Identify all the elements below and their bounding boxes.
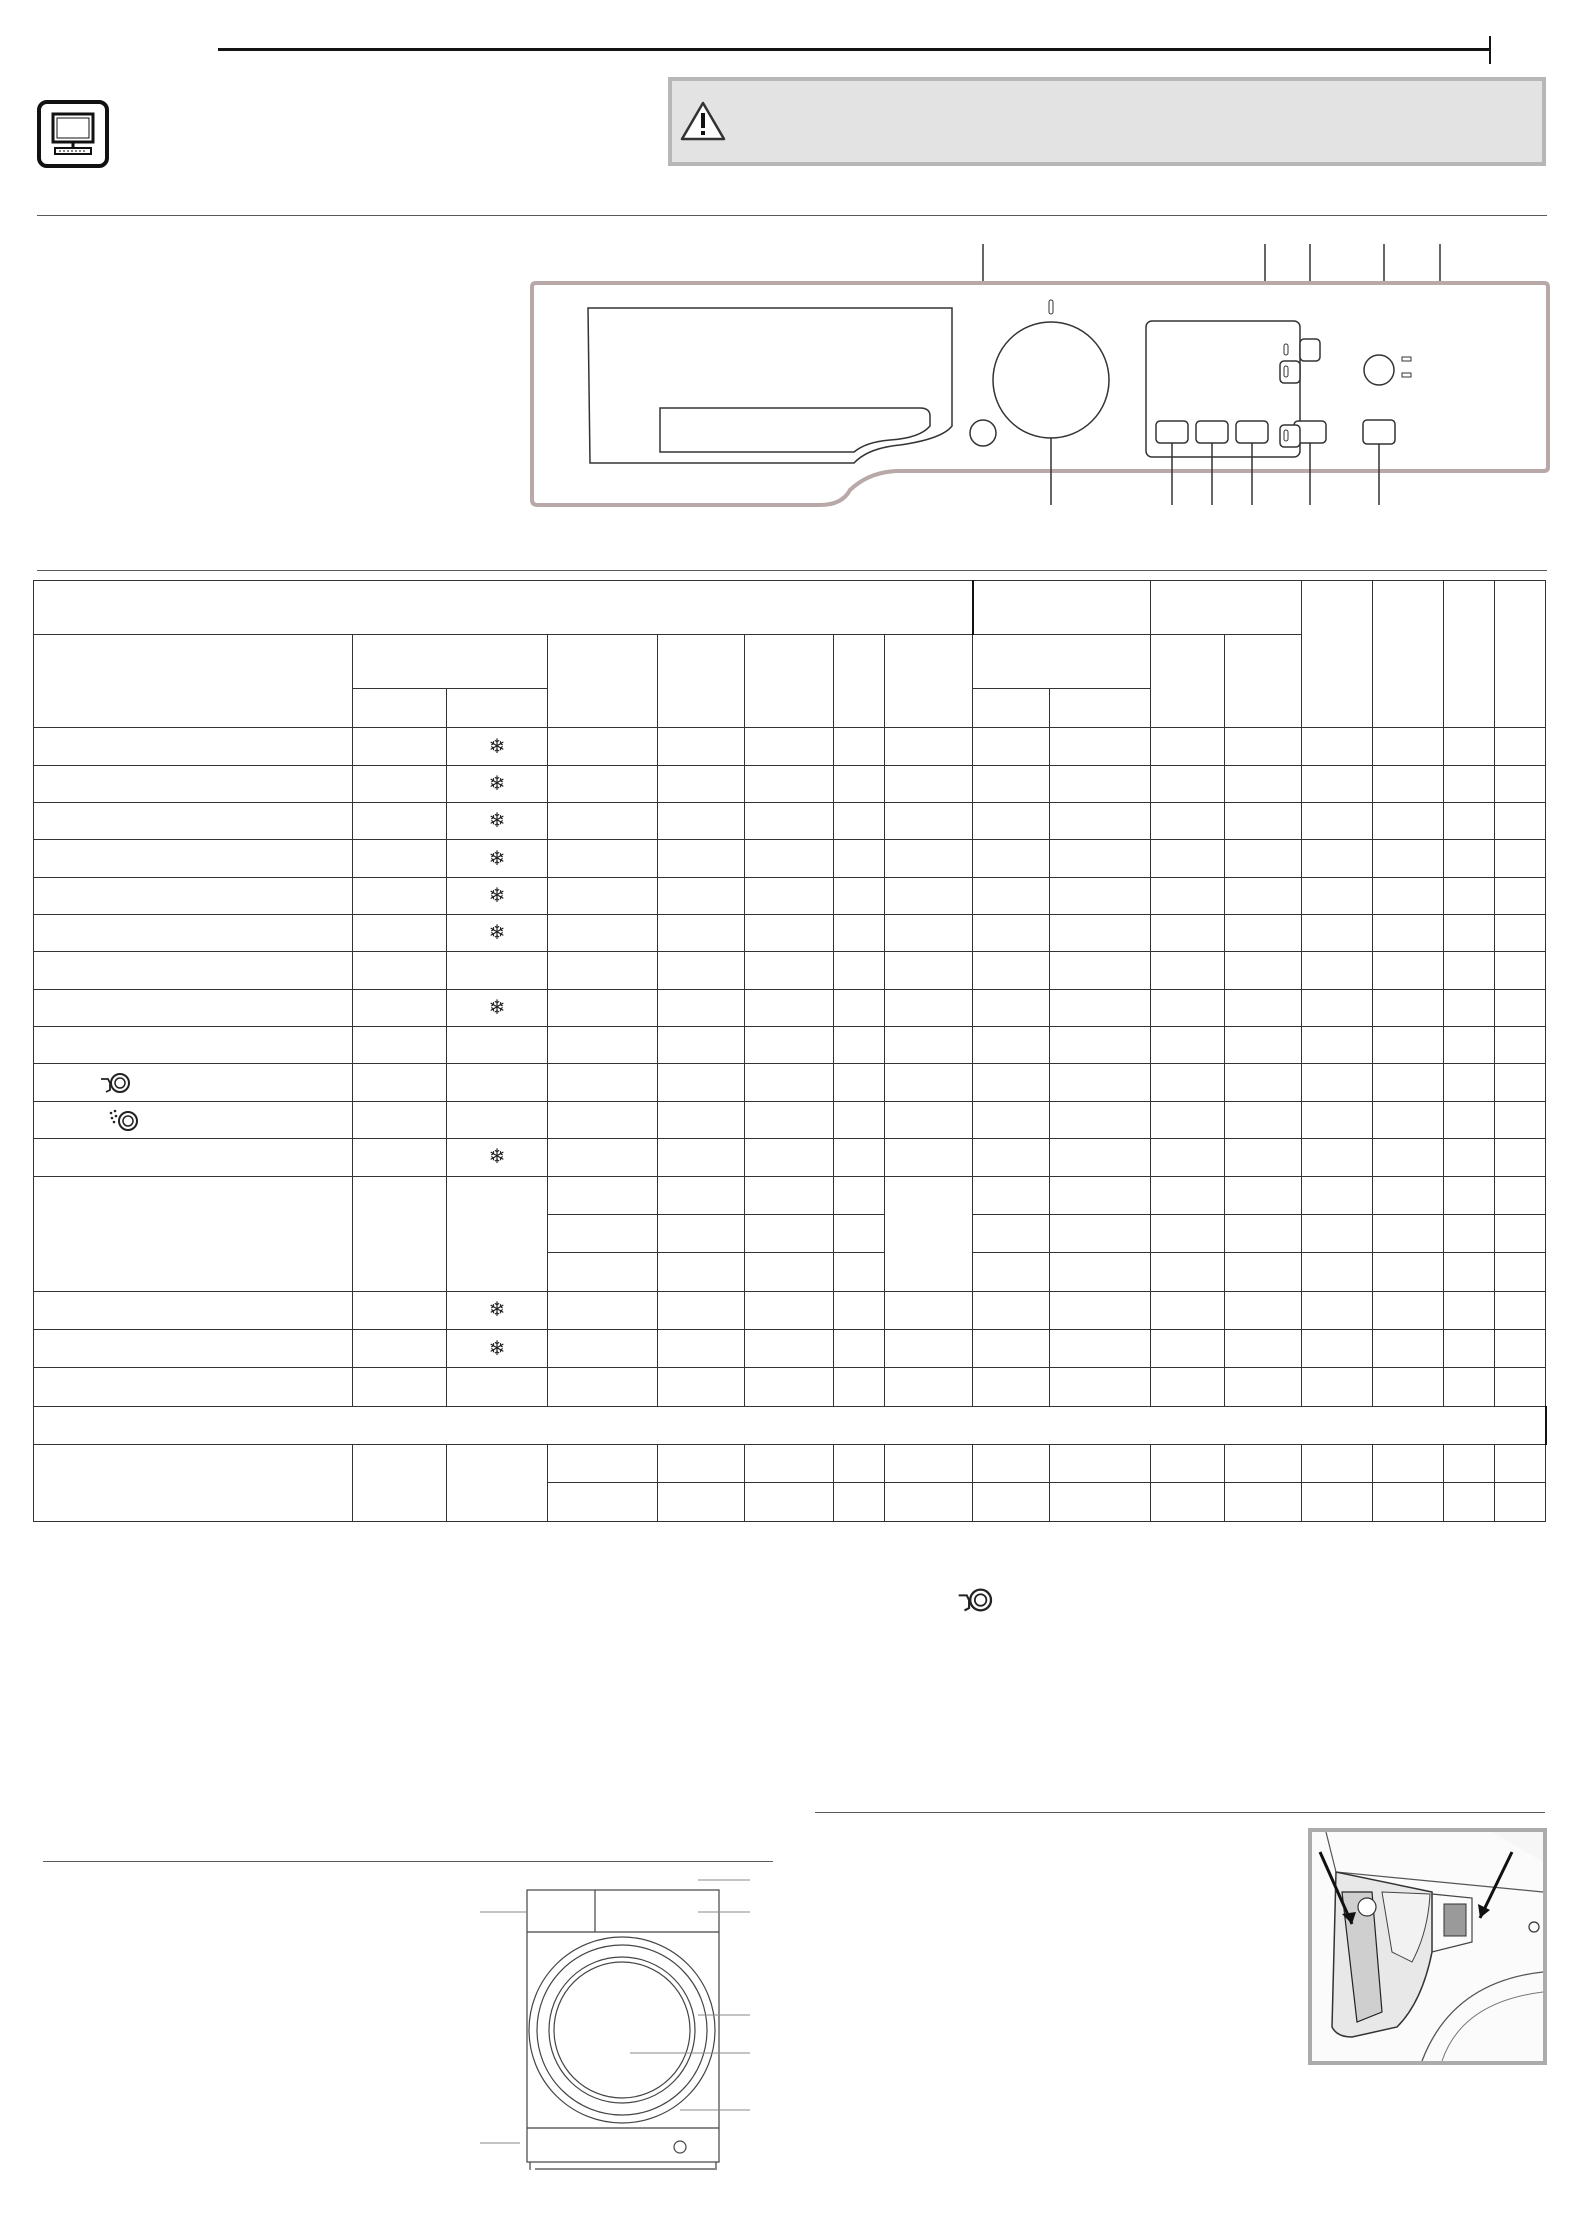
snowflake-icon: ❄ — [447, 728, 548, 765]
table-header-cell — [34, 581, 973, 635]
snowflake-icon: ❄ — [447, 915, 548, 952]
monitor-icon — [37, 100, 109, 168]
snowflake-icon: ❄ — [447, 1329, 548, 1367]
table-row — [34, 877, 1546, 914]
section-divider — [37, 570, 1547, 571]
table-header-cell — [1151, 634, 1225, 728]
table-header-cell — [1444, 581, 1495, 728]
table-row — [34, 1445, 1546, 1483]
header-rule-tick — [1489, 36, 1491, 64]
section-divider — [37, 215, 1547, 216]
snowflake-icon: ❄ — [447, 1291, 548, 1329]
section-divider — [43, 1861, 773, 1862]
washing-machine-front-diagram — [480, 1870, 750, 2180]
table-row — [34, 915, 1546, 952]
drum-dots-icon — [107, 1107, 141, 1133]
table-header-cell — [745, 634, 834, 728]
table-header-cell — [1495, 581, 1546, 728]
table-header-cell — [34, 634, 353, 728]
drum-hand-icon — [956, 1585, 996, 1615]
detergent-drawer-photo — [1308, 1828, 1547, 2065]
table-row — [34, 989, 1546, 1026]
warning-box — [668, 77, 1546, 166]
snowflake-icon: ❄ — [447, 840, 548, 877]
table-row — [34, 1291, 1546, 1329]
table-row — [34, 1101, 1546, 1138]
snowflake-icon: ❄ — [447, 803, 548, 840]
snowflake-icon: ❄ — [447, 877, 548, 914]
table-row — [34, 1329, 1546, 1367]
control-panel-diagram — [520, 240, 1550, 520]
section-divider — [815, 1812, 1545, 1813]
table-header-cell — [973, 581, 1151, 635]
table-header-cell — [973, 634, 1151, 689]
table-row — [34, 765, 1546, 802]
table-header-cell — [658, 634, 745, 728]
table-row — [34, 1139, 1546, 1176]
table-header-cell — [447, 689, 548, 728]
table-header-cell — [548, 634, 658, 728]
drum-hand-icon — [99, 1070, 133, 1096]
snowflake-icon: ❄ — [447, 989, 548, 1026]
table-header-cell — [1302, 581, 1373, 728]
table-header-cell — [353, 634, 548, 689]
table-header-cell — [973, 689, 1050, 728]
table-header-cell — [1151, 581, 1302, 635]
table-row — [34, 803, 1546, 840]
table-row — [34, 952, 1546, 989]
table-header-cell — [1050, 689, 1151, 728]
table-row — [34, 1368, 1546, 1406]
table-row — [34, 1176, 1546, 1214]
snowflake-icon: ❄ — [447, 765, 548, 802]
table-row — [34, 840, 1546, 877]
header-rule — [218, 48, 1490, 51]
table-row — [34, 728, 1546, 765]
table-header-cell — [1225, 634, 1302, 728]
table-header-cell — [834, 634, 885, 728]
table-row-full — [34, 1406, 1546, 1444]
table-row — [34, 1027, 1546, 1064]
table-header-cell — [885, 634, 973, 728]
table-header-cell — [1373, 581, 1444, 728]
warning-triangle-icon — [676, 95, 736, 155]
table-row — [34, 1064, 1546, 1101]
table-header-cell — [353, 689, 447, 728]
programme-table — [33, 580, 1546, 1522]
snowflake-icon: ❄ — [447, 1139, 548, 1176]
